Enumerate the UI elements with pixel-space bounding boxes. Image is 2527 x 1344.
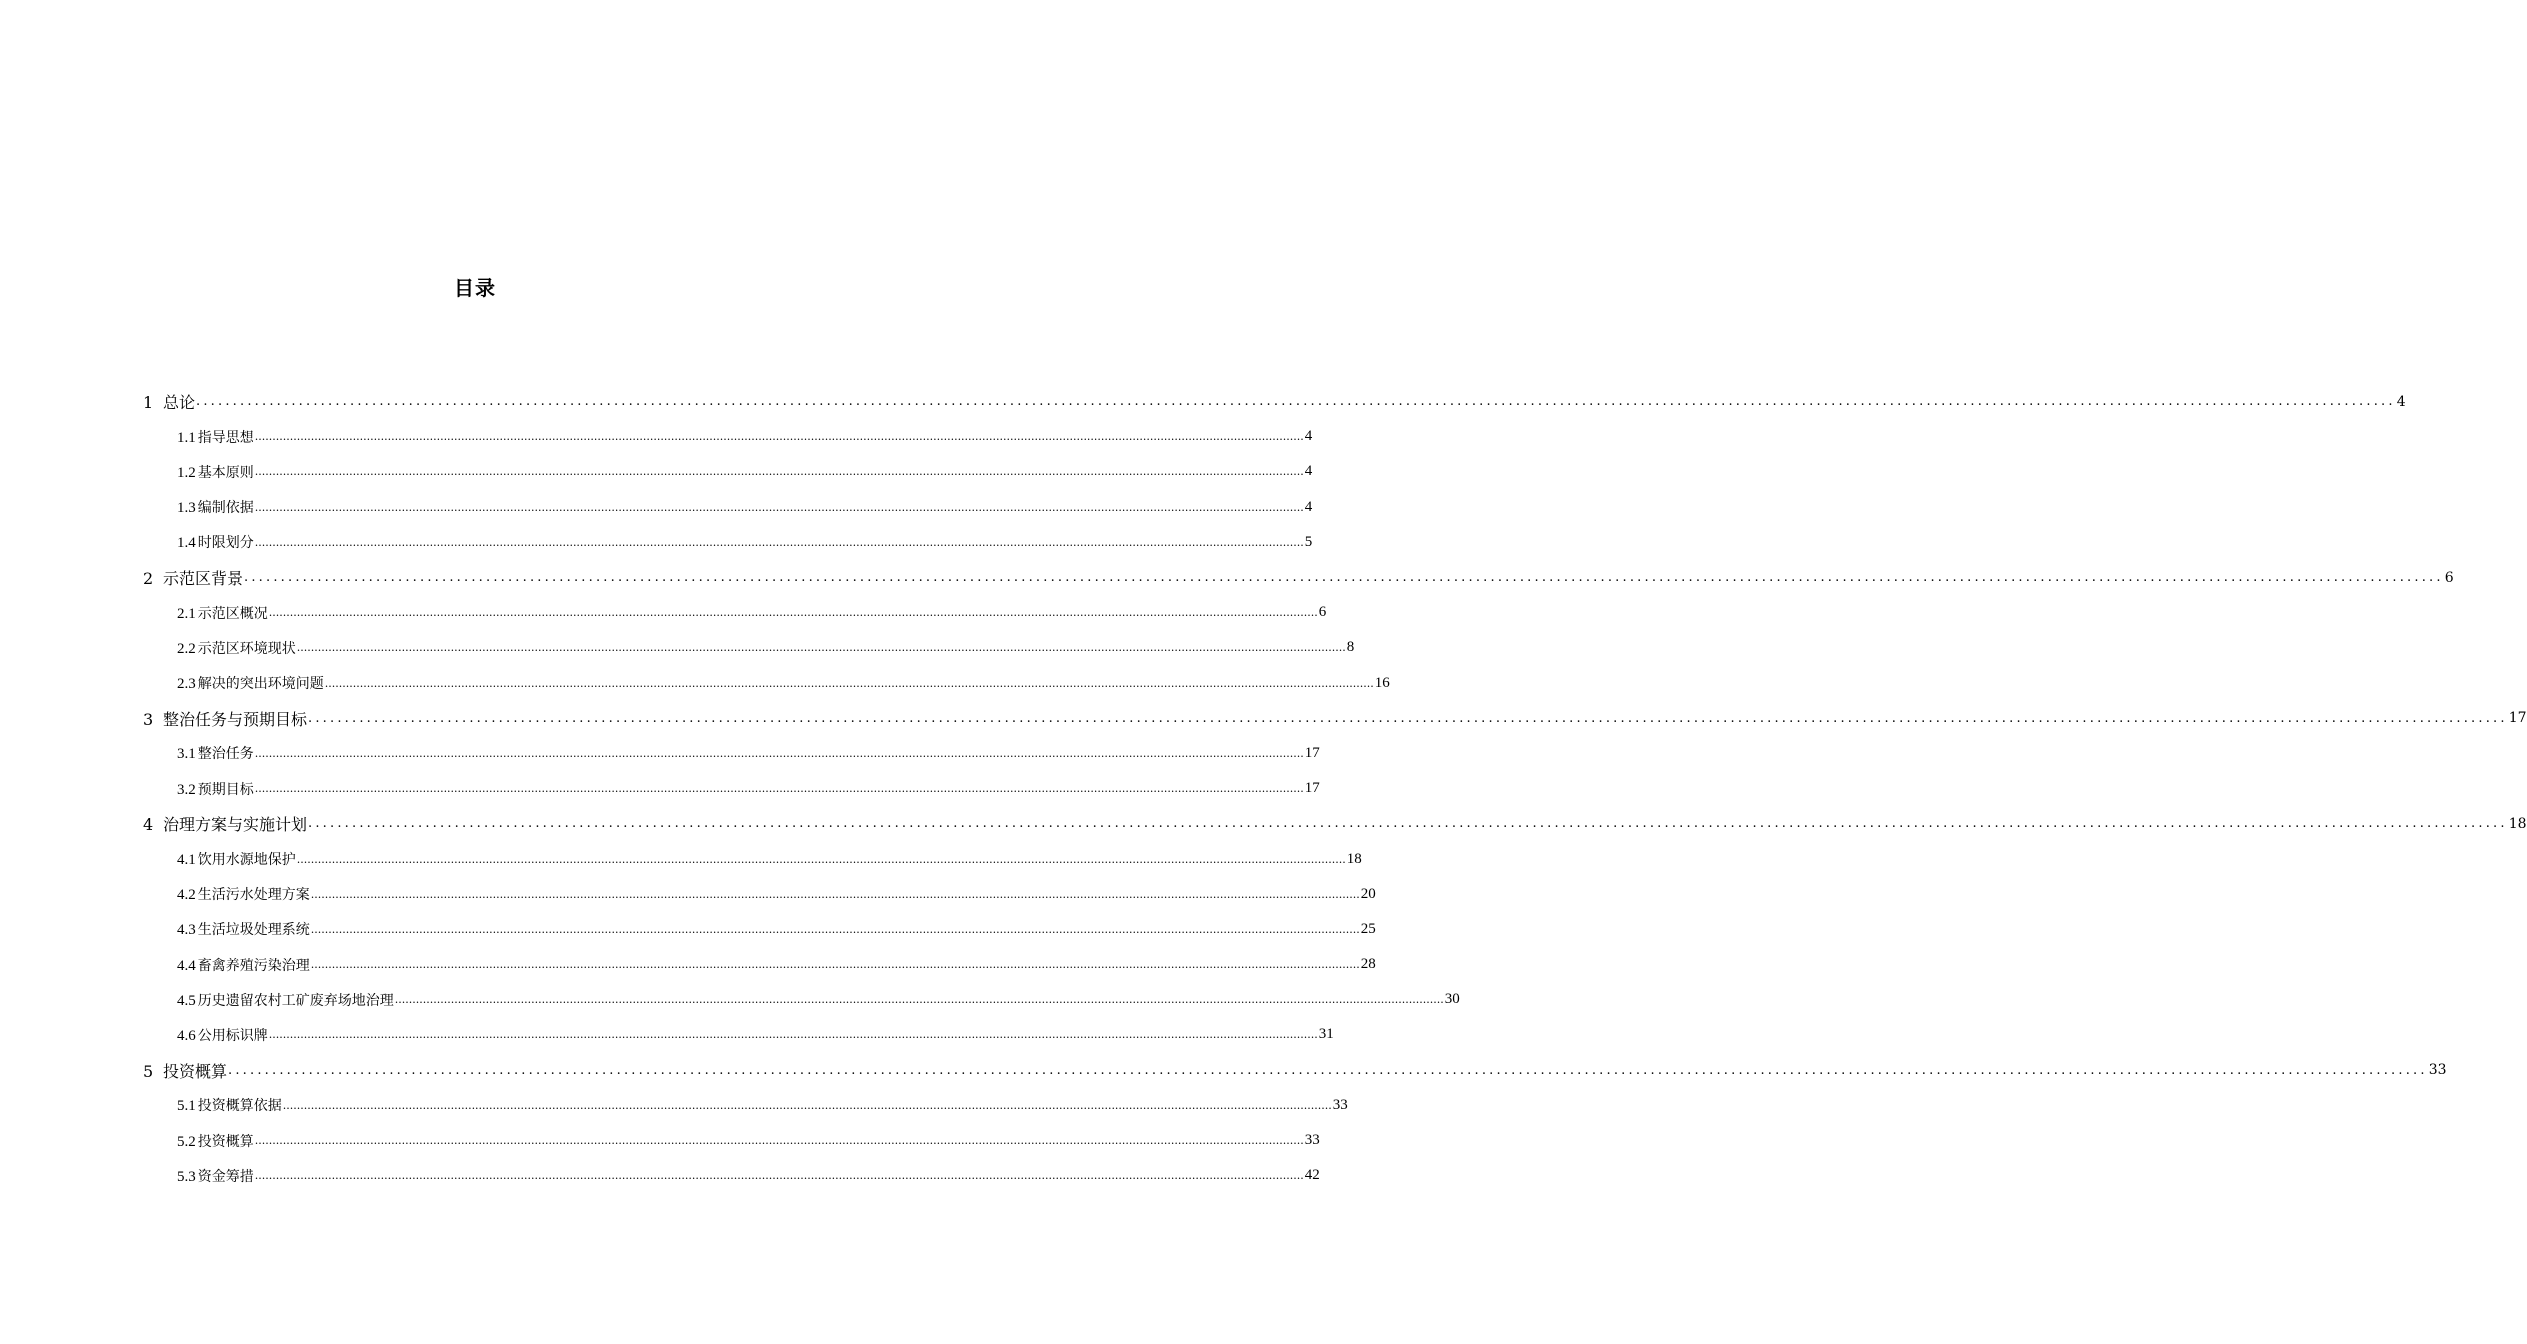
toc-entry-text: 指导思想	[197, 429, 254, 446]
toc-entry-text: 整治任务与预期目标	[163, 709, 308, 729]
toc-entry-text: 生活污水处理方案	[197, 887, 310, 904]
toc-dot-leader: ............................................................................................................................................................................................................................................................................................................	[324, 676, 1374, 690]
toc-entry-label	[177, 884, 310, 904]
toc-dot-leader: ............................................................................................................................................................................................................................................................................................................	[254, 465, 1304, 479]
toc-page-number: 33	[2428, 1062, 2447, 1079]
toc-entry-text: 历史遗留农村工矿废弃场地治理	[197, 992, 394, 1009]
toc-dot-leader: ............................................................................................................................................................................................................................................................................................................	[254, 1134, 1304, 1148]
toc-entry-number: 3.1	[177, 746, 196, 763]
toc-entry-label	[177, 1131, 254, 1151]
toc-section-entry[interactable]	[177, 454, 1313, 489]
toc-chapter-entry[interactable]	[143, 560, 2454, 595]
toc-section-entry[interactable]	[177, 736, 1320, 771]
toc-page-number: 28	[1360, 956, 1376, 973]
toc-entry-number: 1.4	[177, 535, 196, 552]
toc-page-number: 33	[1304, 1132, 1320, 1149]
toc-entry-number: 5.2	[177, 1133, 196, 1150]
toc-entry-number: 3.2	[177, 781, 196, 798]
toc-page-number: 17	[1304, 744, 1320, 761]
toc-entry-label	[143, 1059, 227, 1082]
toc-section-entry[interactable]	[177, 771, 1320, 806]
toc-entry-label	[177, 497, 254, 517]
toc-entry-text: 畜禽养殖污染治理	[197, 957, 310, 974]
toc-entry-label	[143, 812, 307, 835]
toc-section-entry[interactable]	[177, 595, 1327, 630]
toc-entry-text: 资金筹措	[197, 1168, 254, 1185]
toc-dot-leader: ............................................................................................................................................................................................................................................................................................................	[394, 993, 1444, 1007]
toc-section-entry[interactable]	[177, 1158, 1320, 1193]
toc-entry-label	[177, 849, 296, 869]
toc-chapter-entry[interactable]	[143, 1053, 2447, 1088]
toc-entry-text: 预期目标	[197, 781, 254, 798]
toc-dot-leader: ............................................................................................................................................................................................................................................................................................................	[268, 1028, 1318, 1042]
toc-page-number: 4	[1304, 463, 1313, 480]
toc-entry-text: 饮用水源地保护	[197, 852, 296, 869]
toc-dot-leader: ............................................................................................................................................................................................................................................................................................................	[254, 1169, 1304, 1183]
toc-dot-leader: ............................................................................................................................................................................................................................................................................................................	[196, 394, 2396, 410]
toc-entry-label	[177, 532, 254, 552]
toc-entry-number: 1.2	[177, 464, 196, 481]
toc-entry-label	[177, 603, 268, 623]
toc-entry-text: 示范区背景	[163, 569, 244, 589]
toc-page-number: 4	[1304, 428, 1313, 445]
toc-entry-text: 投资概算依据	[197, 1098, 282, 1115]
toc-page-number: 4	[1304, 498, 1313, 515]
toc-entry-text: 投资概算	[163, 1061, 228, 1081]
toc-section-entry[interactable]	[177, 1088, 1348, 1123]
toc-entry-number: 5.3	[177, 1168, 196, 1185]
toc-dot-leader: ............................................................................................................................................................................................................................................................................................................	[308, 710, 2508, 726]
toc-dot-leader: ............................................................................................................................................................................................................................................................................................................	[296, 852, 1346, 866]
toc-page-number: 20	[1360, 885, 1376, 902]
toc-entry-number: 2.3	[177, 676, 196, 693]
toc-page-number: 18	[1346, 850, 1362, 867]
toc-section-entry[interactable]	[177, 982, 1460, 1017]
toc-entry-label	[177, 427, 254, 447]
toc-entry-number: 3	[143, 709, 154, 729]
toc-dot-leader: ............................................................................................................................................................................................................................................................................................................	[282, 1098, 1332, 1112]
toc-page-number: 42	[1304, 1167, 1320, 1184]
toc-entry-text: 时限划分	[197, 535, 254, 552]
toc-section-entry[interactable]	[177, 419, 1313, 454]
toc-list	[0, 384, 2527, 1193]
toc-dot-leader: ............................................................................................................................................................................................................................................................................................................	[254, 782, 1304, 796]
toc-dot-leader: ............................................................................................................................................................................................................................................................................................................	[310, 887, 1360, 901]
toc-page-number: 17	[2508, 710, 2527, 727]
toc-entry-label	[177, 638, 296, 658]
toc-dot-leader: ............................................................................................................................................................................................................................................................................................................	[296, 641, 1346, 655]
toc-dot-leader: ............................................................................................................................................................................................................................................................................................................	[254, 500, 1304, 514]
toc-entry-number: 2.2	[177, 640, 196, 657]
toc-entry-label	[177, 462, 254, 482]
toc-page-number: 5	[1304, 533, 1313, 550]
toc-page-number: 18	[2508, 815, 2527, 832]
toc-page-number: 6	[2444, 569, 2454, 586]
toc-entry-number: 4.5	[177, 992, 196, 1009]
toc-entry-text: 投资概算	[197, 1133, 254, 1150]
toc-dot-leader: ............................................................................................................................................................................................................................................................................................................	[308, 816, 2508, 832]
toc-section-entry[interactable]	[177, 1017, 1334, 1052]
toc-entry-number: 4.6	[177, 1027, 196, 1044]
toc-chapter-entry[interactable]	[143, 701, 2527, 736]
toc-entry-text: 总论	[163, 393, 196, 413]
toc-section-entry[interactable]	[177, 947, 1376, 982]
toc-entry-label	[177, 779, 254, 799]
toc-entry-label	[177, 919, 310, 939]
toc-entry-label	[177, 990, 394, 1010]
toc-chapter-entry[interactable]	[143, 384, 2406, 419]
toc-section-entry[interactable]	[177, 490, 1313, 525]
toc-entry-label	[177, 1166, 254, 1186]
toc-entry-text: 解决的突出环境问题	[197, 676, 324, 693]
toc-entry-label	[143, 707, 307, 730]
toc-page-number: 4	[2396, 393, 2406, 410]
toc-section-entry[interactable]	[177, 525, 1313, 560]
toc-page-number: 31	[1318, 1026, 1334, 1043]
toc-entry-text: 编制依据	[197, 500, 254, 517]
toc-page-number: 30	[1444, 991, 1460, 1008]
toc-entry-label	[143, 390, 195, 413]
toc-entry-label	[177, 743, 254, 763]
toc-page-number: 6	[1318, 604, 1327, 621]
toc-entry-label	[143, 566, 243, 589]
toc-entry-text: 基本原则	[197, 464, 254, 481]
toc-dot-leader: ............................................................................................................................................................................................................................................................................................................	[254, 430, 1304, 444]
toc-dot-leader: ............................................................................................................................................................................................................................................................................................................	[310, 958, 1360, 972]
toc-dot-leader: ............................................................................................................................................................................................................................................................................................................	[228, 1062, 2428, 1078]
toc-dot-leader: ............................................................................................................................................................................................................................................................................................................	[254, 746, 1304, 760]
toc-entry-number: 2.1	[177, 605, 196, 622]
toc-entry-text: 生活垃圾处理系统	[197, 922, 310, 939]
toc-section-entry[interactable]	[177, 877, 1376, 912]
toc-page-number: 16	[1374, 674, 1390, 691]
toc-entry-number: 1.1	[177, 429, 196, 446]
toc-dot-leader: ............................................................................................................................................................................................................................................................................................................	[310, 922, 1360, 936]
toc-entry-number: 2	[143, 569, 154, 589]
toc-dot-leader: ............................................................................................................................................................................................................................................................................................................	[244, 570, 2444, 586]
toc-entry-text: 治理方案与实施计划	[163, 815, 308, 835]
toc-entry-label	[177, 1095, 282, 1115]
toc-page-number: 8	[1346, 639, 1355, 656]
toc-chapter-entry[interactable]	[143, 806, 2527, 841]
toc-entry-label	[177, 673, 324, 693]
toc-entry-number: 4.1	[177, 852, 196, 869]
toc-entry-number: 4.3	[177, 922, 196, 939]
toc-dot-leader: ............................................................................................................................................................................................................................................................................................................	[268, 606, 1318, 620]
toc-entry-number: 5.1	[177, 1098, 196, 1115]
toc-page-number: 33	[1332, 1096, 1348, 1113]
toc-entry-number: 1.3	[177, 500, 196, 517]
toc-entry-text: 整治任务	[197, 746, 254, 763]
toc-entry-label	[177, 1025, 268, 1045]
toc-entry-number: 4.4	[177, 957, 196, 974]
toc-section-entry[interactable]	[177, 912, 1376, 947]
toc-entry-number: 4	[143, 815, 154, 835]
toc-page-number: 17	[1304, 780, 1320, 797]
toc-section-entry[interactable]	[177, 841, 1362, 876]
toc-entry-number: 4.2	[177, 887, 196, 904]
toc-section-entry[interactable]	[177, 630, 1355, 665]
toc-entry-text: 示范区概况	[197, 605, 268, 622]
toc-entry-label	[177, 955, 310, 975]
toc-entry-text: 公用标识牌	[197, 1027, 268, 1044]
toc-entry-text: 示范区环境现状	[197, 640, 296, 657]
toc-entry-number: 5	[143, 1061, 154, 1081]
toc-dot-leader: ............................................................................................................................................................................................................................................................................................................	[254, 535, 1304, 549]
toc-section-entry[interactable]	[177, 1123, 1320, 1158]
toc-page-number: 25	[1360, 920, 1376, 937]
toc-entry-number: 1	[143, 393, 154, 413]
toc-section-entry[interactable]	[177, 666, 1390, 701]
toc-title: 目录	[454, 276, 496, 300]
